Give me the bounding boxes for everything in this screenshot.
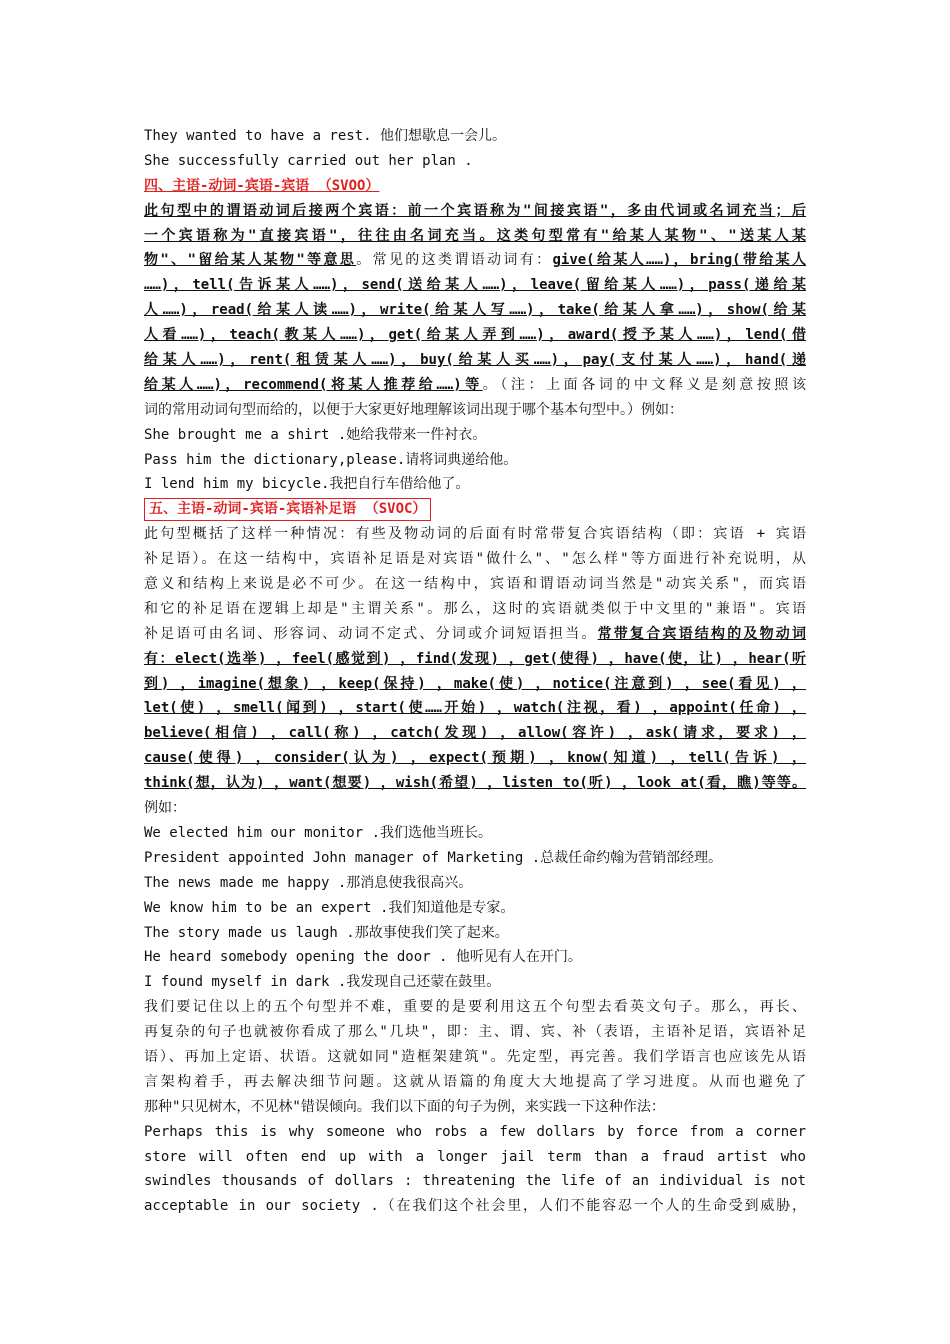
text-line: 人看……)，teach(教某人……)，get(给某人弄到……)，award(授予某人……)，lend(借 (144, 327, 806, 344)
text-line: 和它的补足语在逻辑上却是"主谓关系"。那么，这时的宾语就类似于中文里的"兼语"。宾语 (144, 600, 806, 617)
text-line: We know him to be an expert .我们知道他是专家。 (144, 899, 515, 916)
text-line: 言架构着手，再去解决细节问题。这就从语篇的角度大大地提高了学习进度。从而也避免了 (144, 1073, 806, 1090)
section-heading-text: 四、主语-动词-宾语-宾语 （SVOO） (144, 177, 380, 194)
text-line: The story made us laugh .那故事使我们笑了起来。 (144, 924, 509, 941)
plain-text: 补足语可由名词、形容词、动词不定式、分词或介词短语担当。 (144, 625, 598, 642)
text-line: 例如： (144, 800, 186, 817)
emphasized-text: 物"、"留给某人某物"等意思 (144, 252, 357, 269)
text-line: ……)，tell(告诉某人……)，send(送给某人……)，leave(留给某人……)，pass(递给某 (144, 277, 806, 294)
text-line: I found myself in dark .我发现自己还蒙在鼓里。 (144, 974, 501, 991)
text-line (144, 248, 806, 273)
section-heading (144, 497, 806, 522)
section-heading-text: 五、主语-动词-宾语-宾语补足语 （SVOC） (144, 498, 431, 521)
text-line: Perhaps this is why someone who robs a few dollars by force from a corner (144, 1123, 806, 1140)
text-line: She brought me a shirt .她给我带来一件衬衣。 (144, 426, 487, 443)
document-body (144, 124, 806, 1219)
text-line: 意义和结构上来说是必不可少。在这一结构中，宾语和谓语动词当然是"动宾关系"，而宾语 (144, 576, 806, 593)
text-line: They wanted to have a rest. 他们想歇息一会儿。 (144, 128, 507, 144)
text-line: 到) ，imagine(想象) ，keep(保持) ，make(使) ，notice(注意到) ，see(看见) ， (144, 675, 806, 692)
text-line: 再复杂的句子也就被你看成了那么"几块"，即：主、谓、宾、补（表语，主语补足语，宾语补足 (144, 1024, 806, 1041)
text-line: 一个宾语称为"直接宾语"，往往由名词充当。这类句型常有"给某人某物"、"送某人某 (144, 227, 806, 244)
emphasized-text: give(给某人……)，bring(带给某人 (552, 252, 806, 269)
text-line: let(使) ，smell(闻到) ，start(使……开始) ，watch(注视，看) ，appoint(任命) ， (144, 700, 806, 717)
text-line: cause(使得) ，consider(认为) ，expect(预期) ，know(知道) ，tell(告诉) ， (144, 750, 806, 767)
text-line: 那种"只见树木，不见林"错误倾向。我们以下面的句子为例，来实践一下这种作法： (144, 1098, 665, 1115)
text-line: 人……)，read(给某人读……)，write(给某人写……)，take(给某人拿……)，show(给某 (144, 302, 806, 319)
text-line: She successfully carried out her plan . (144, 152, 473, 169)
text-line: acceptable in our society .（在我们这个社会里，人们不能容忍一个人的生命受到威胁， (144, 1198, 806, 1215)
text-line: 有：elect(选举) ，feel(感觉到) ，find(发现) ，get(使得) ，have(使，让) ，hear(听 (144, 650, 806, 667)
text-line: 补足语）。在这一结构中，宾语补足语是对宾语"做什么"、"怎么样"等方面进行补充说明，从 (144, 551, 806, 568)
text-line: 给某人……)，rent(租赁某人……)，buy(给某人买……)，pay(支付某人……)，hand(递 (144, 352, 806, 369)
text-line (144, 373, 806, 398)
text-line: think(想，认为) ，want(想要) ，wish(希望) ，listen to(听) ，look at(看，瞧)等等。 (144, 775, 806, 792)
plain-text: 。（注：上面各词的中文释义是刻意按照该 (482, 376, 806, 393)
text-line: swindles thousands of dollars : threatening the life of an individual is not (144, 1173, 806, 1190)
text-line: store will often end up with a longer jail term than a fraud artist who (144, 1148, 806, 1165)
section-heading (144, 174, 806, 199)
text-line: We elected him our monitor .我们选他当班长。 (144, 824, 493, 841)
plain-text: 。常见的这类谓语动词有： (356, 252, 553, 269)
text-line: 此句型概括了这样一种情况：有些及物动词的后面有时常带复合宾语结构（即：宾语 + 宾语 (144, 526, 806, 543)
text-line: 我们要记住以上的五个句型并不难，重要的是要利用这五个句型去看英文句子。那么，再长、 (144, 999, 806, 1016)
text-line: The news made me happy .那消息使我很高兴。 (144, 874, 473, 891)
text-line: 此句型中的谓语动词后接两个宾语：前一个宾语称为"间接宾语"，多由代词或名词充当；后 (144, 202, 806, 219)
emphasized-text: 常带复合宾语结构的及物动词 (597, 625, 806, 642)
text-line: 语）、再加上定语、状语。这就如同"造框架建筑"。先定型，再完善。我们学语言也应该先从语 (144, 1048, 806, 1065)
emphasized-text: 给某人……)，recommend(将某人推荐给……)等 (144, 376, 483, 393)
text-line: President appointed John manager of Marketing .总裁任命约翰为营销部经理。 (144, 849, 723, 866)
text-line: Pass him the dictionary,please.请将词典递给他。 (144, 451, 518, 468)
text-line: I lend him my bicycle.我把自行车借给他了。 (144, 476, 470, 493)
text-line: believe(相信) ，call(称) ，catch(发现) ，allow(容许) ，ask(请求，要求) ， (144, 725, 806, 742)
text-line: He heard somebody opening the door . 他听见有人在开门。 (144, 949, 582, 966)
text-line: 词的常用动词句型而给的，以便于大家更好地理解该词出现于哪个基本句型中。）例如： (144, 401, 683, 418)
text-line (144, 622, 806, 647)
